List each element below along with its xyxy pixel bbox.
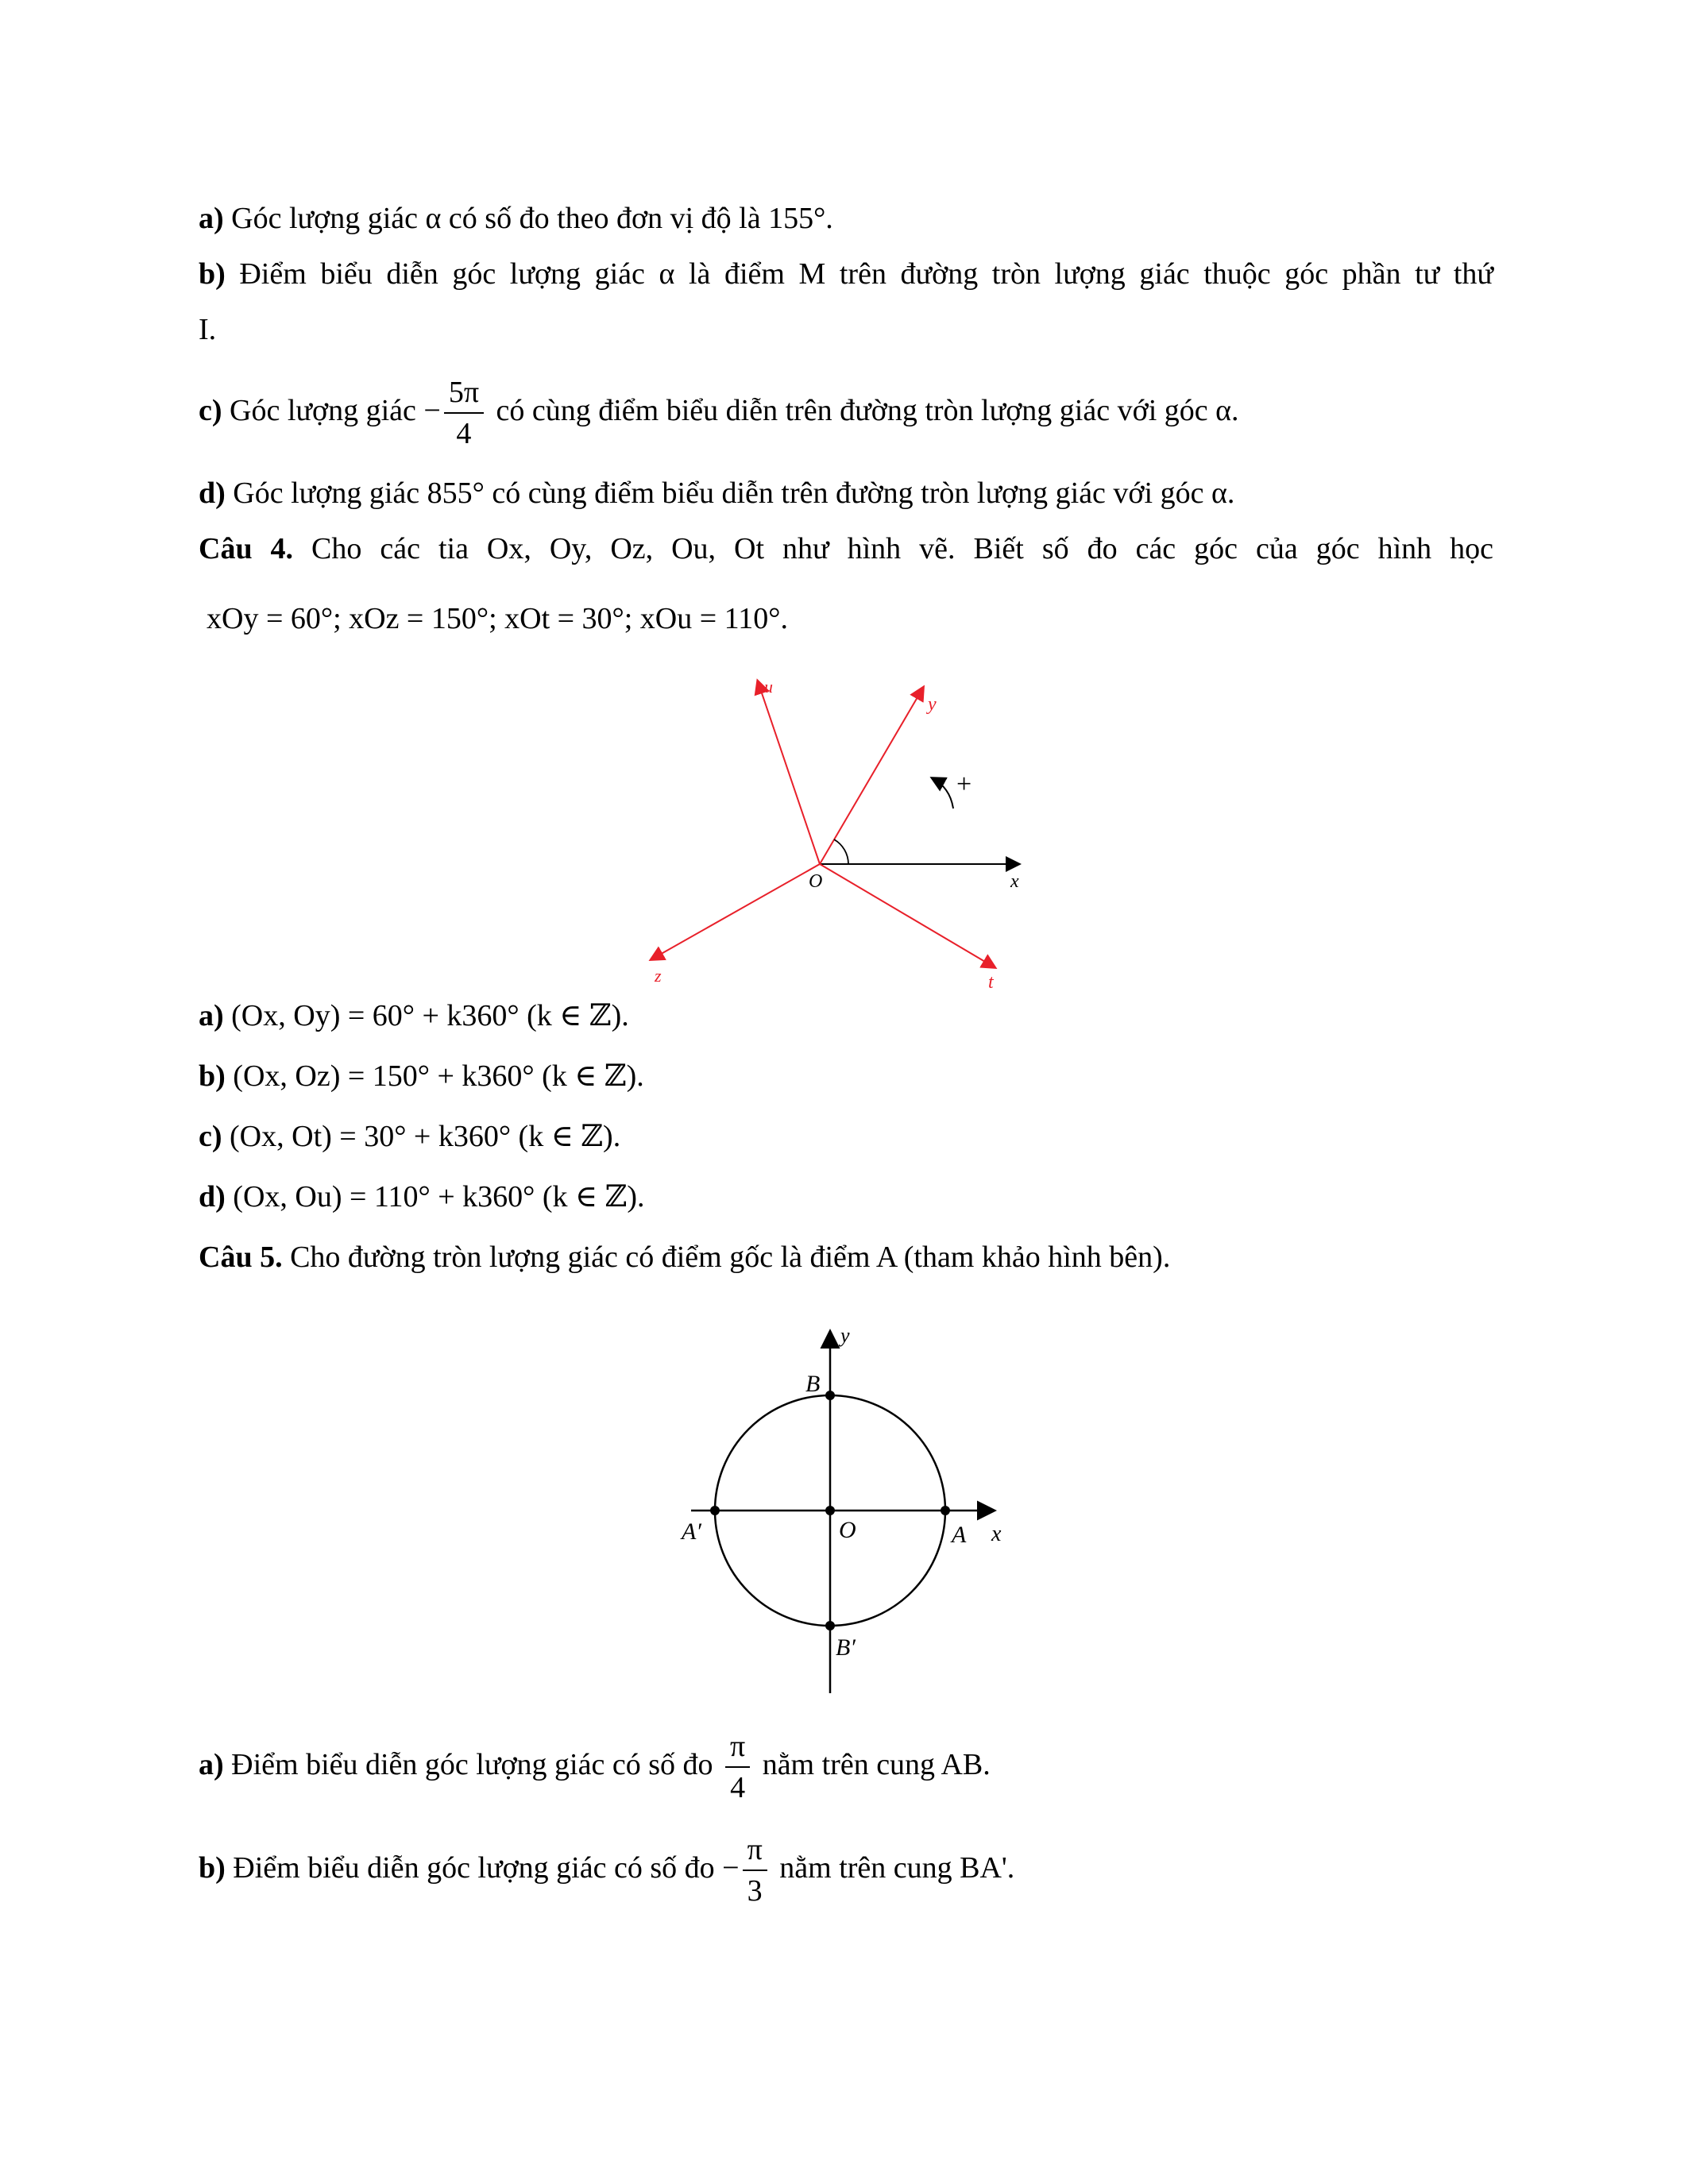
q5-b-pre: Điểm biểu diễn góc lượng giác có số đo xyxy=(225,1851,723,1885)
q3-a-label: a) xyxy=(199,202,224,235)
q4-rays-svg xyxy=(635,659,1049,1001)
q4-statement-d xyxy=(199,1179,1493,1215)
q3-c-label: c) xyxy=(199,394,222,427)
ray-oy xyxy=(820,688,923,864)
q3-b-text-2: I. xyxy=(199,313,217,346)
label-a: A xyxy=(952,1522,967,1548)
q5-a-fraction xyxy=(725,1731,750,1803)
q4-c-label: c) xyxy=(199,1120,222,1153)
label-u: u xyxy=(764,677,773,696)
ray-oz xyxy=(651,864,823,959)
q5-text: Cho đường tròn lượng giác có điểm gốc là điểm A (tham khảo hình bên). xyxy=(282,1241,1171,1274)
label-y-axis: y xyxy=(840,1324,850,1347)
q4-d-label: d) xyxy=(199,1180,226,1214)
q4-b-label: b) xyxy=(199,1059,226,1093)
q5-a-post: nằm trên cung AB. xyxy=(755,1748,991,1781)
q4-title: Câu 4. xyxy=(199,532,294,565)
q3-c-pre: Góc lượng giác xyxy=(222,394,424,427)
q5-prompt xyxy=(199,1239,1493,1275)
q3-d-text: Góc lượng giác 855° có cùng điểm biểu diễn trên đường tròn lượng giác với góc α. xyxy=(225,477,1235,510)
q3-a-text: Góc lượng giác α có số đo theo đơn vị độ là 155°. xyxy=(223,202,833,235)
q5-statement-b xyxy=(199,1830,1493,1906)
q4-text: Cho các tia Ox, Oy, Oz, Ou, Ot như hình vẽ. Biết số đo các góc của góc hình học xyxy=(293,532,1493,565)
q5-statement-a xyxy=(199,1727,1493,1803)
q3-c-fraction xyxy=(444,377,484,449)
q5-b-post: nằm trên cung BA'. xyxy=(771,1851,1015,1885)
q4-b-text: (Ox, Oz) = 150° + k360° (k ∈ ℤ). xyxy=(225,1059,644,1093)
angle-arc xyxy=(834,839,848,864)
q5-b-numerator: π xyxy=(743,1835,767,1871)
q5-unit-circle-svg xyxy=(659,1318,1025,1700)
point-o xyxy=(825,1506,835,1515)
q5-a-numerator: π xyxy=(725,1731,750,1768)
q5-b-fraction xyxy=(743,1835,767,1906)
label-y: y xyxy=(928,694,937,715)
q3-statement-c xyxy=(199,375,1493,451)
q3-statement-a xyxy=(199,200,1493,237)
q3-c-minus: − xyxy=(423,394,441,427)
q5-a-pre: Điểm biểu diễn góc lượng giác có số đo xyxy=(223,1748,720,1781)
label-x: x xyxy=(1010,871,1019,892)
q4-statement-b xyxy=(199,1058,1493,1094)
q3-b-label: b) xyxy=(199,257,226,291)
q4-prompt xyxy=(199,531,1493,567)
q5-a-label: a) xyxy=(199,1748,224,1781)
label-t: t xyxy=(988,972,994,993)
q5-b-minus: − xyxy=(722,1851,740,1885)
label-plus: + xyxy=(956,770,972,799)
q4-statement-a xyxy=(199,997,1493,1034)
q3-c-denominator: 4 xyxy=(456,417,472,451)
q4-statement-c xyxy=(199,1118,1493,1155)
q5-b-denominator: 3 xyxy=(747,1874,763,1908)
q4-d-text: (Ox, Ou) = 110° + k360° (k ∈ ℤ). xyxy=(225,1180,645,1214)
q5-title: Câu 5. xyxy=(199,1241,283,1274)
ray-ou xyxy=(758,681,820,864)
q4-a-text: (Ox, Oy) = 60° + k360° (k ∈ ℤ). xyxy=(223,999,629,1032)
label-b-prime: B′ xyxy=(836,1634,856,1661)
q4-rays-figure xyxy=(635,659,1049,1001)
point-b xyxy=(825,1391,835,1400)
q5-b-label: b) xyxy=(199,1851,226,1885)
q5-unit-circle-figure xyxy=(659,1318,1025,1700)
label-a-prime: A′ xyxy=(682,1518,701,1545)
q3-statement-d xyxy=(199,475,1493,511)
q3-c-post: có cùng điểm biểu diễn trên đường tròn lượng giác với góc α. xyxy=(489,394,1239,427)
ray-ot xyxy=(820,864,995,967)
q3-b-text-1: Điểm biểu diễn góc lượng giác α là điểm M trên đường tròn lượng giác thuộc góc phần tư thứ xyxy=(225,257,1493,291)
q3-c-numerator: 5π xyxy=(444,377,484,414)
q3-statement-b xyxy=(199,256,1493,292)
label-o: O xyxy=(809,871,823,892)
q4-formula: xOy = 60°; xOz = 150°; xOt = 30°; xOu = 110°. xyxy=(207,602,788,635)
q3-statement-b-cont xyxy=(199,311,1493,348)
q4-a-label: a) xyxy=(199,999,224,1032)
label-b: B xyxy=(805,1371,821,1397)
positive-direction-arc xyxy=(933,778,953,808)
point-b-prime xyxy=(825,1621,835,1630)
point-a xyxy=(941,1506,950,1515)
q3-d-label: d) xyxy=(199,477,226,510)
point-a-prime xyxy=(710,1506,720,1515)
q5-a-denominator: 4 xyxy=(730,1771,746,1805)
label-x-axis: x xyxy=(991,1522,1002,1546)
label-z: z xyxy=(655,966,662,986)
q4-c-text: (Ox, Ot) = 30° + k360° (k ∈ ℤ). xyxy=(222,1120,621,1153)
label-o-center: O xyxy=(839,1517,856,1543)
